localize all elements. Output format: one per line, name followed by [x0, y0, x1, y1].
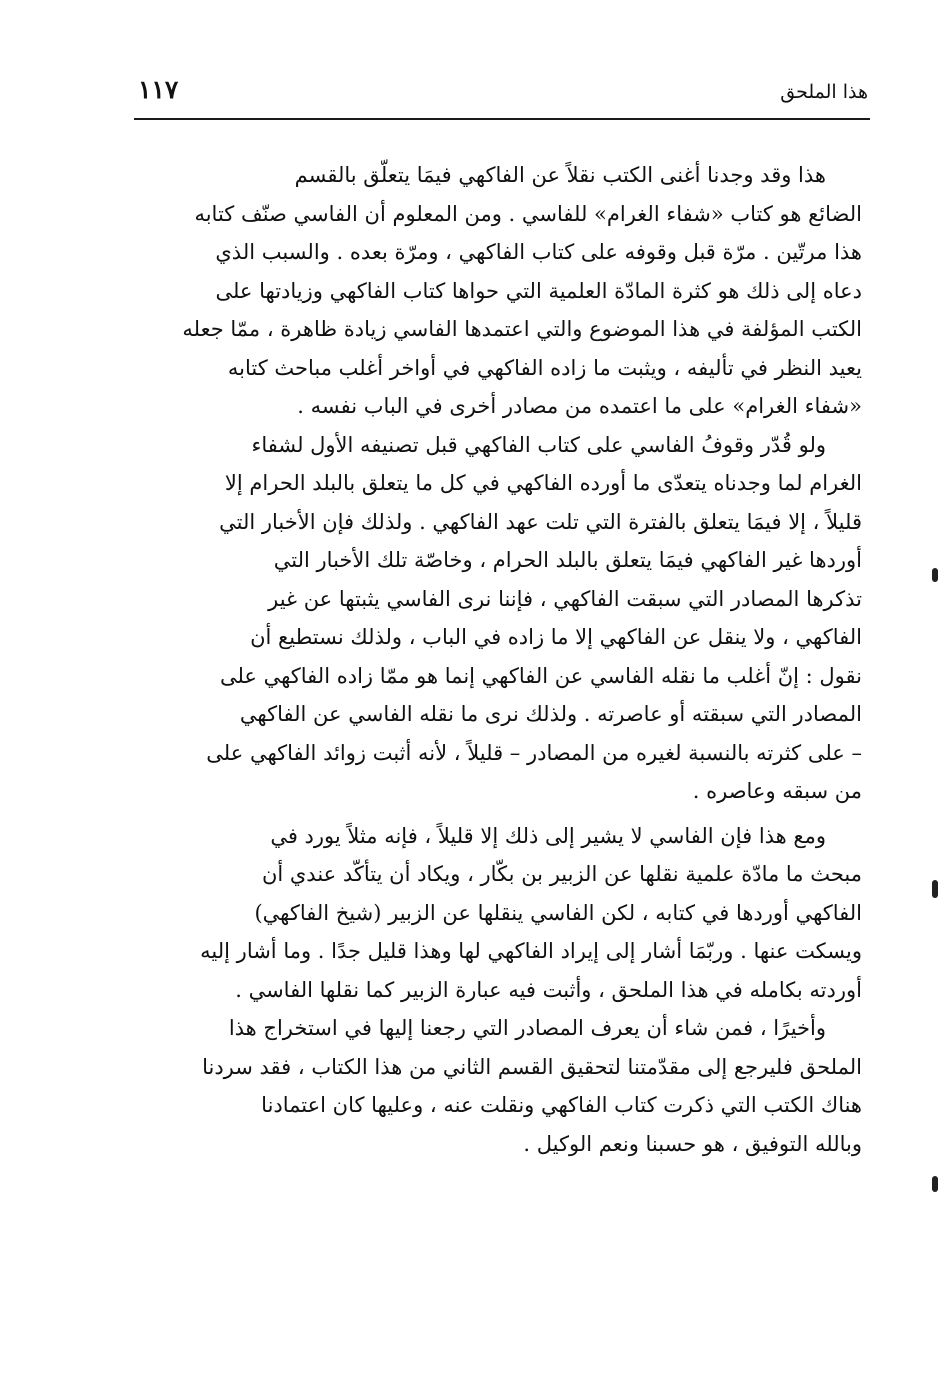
scan-edge-mark [932, 568, 938, 582]
text-line: دعاه إلى ذلك هو كثرة المادّة العلمية التي حواها كتاب الفاكهي وزيادتها على [215, 278, 862, 303]
text-line: وبالله التوفيق ، هو حسبنا ونعم الوكيل . [523, 1131, 862, 1156]
scan-edge-mark [932, 880, 938, 898]
page-number: ١١٧ [138, 75, 179, 104]
running-title: هذا الملحق [780, 81, 868, 103]
text-line: يعيد النظر في تأليفه ، ويثبت ما زاده الفاكهي في أواخر أغلب مباحث كتابه [227, 355, 862, 380]
text-line: وأخيرًا ، فمن شاء أن يعرف المصادر التي رجعنا إليها في استخراج هذا [228, 1016, 826, 1040]
text-line: الملحق فليرجع إلى مقدّمتنا لتحقيق القسم الثاني من هذا الكتاب ، فقد سردنا [202, 1054, 862, 1079]
text-line: هذا مرتّين . مرّة قبل وقوفه على كتاب الفاكهي ، ومرّة بعده . والسبب الذي [215, 240, 862, 264]
text-line: ولو قُدّر وقوفُ الفاسي على كتاب الفاكهي قبل تصنيفه الأول لشفاء [251, 432, 826, 457]
text-line: ويسكت عنها . وربّمَا أشار إلى إيراد الفاكهي لها وهذا قليل جدًا . وما أشار إليه [200, 939, 862, 963]
text-line: من سبقه وعاصره . [692, 779, 862, 803]
paragraph-4 [134, 1009, 862, 1163]
text-line: هذا وقد وجدنا أغنى الكتب نقلاً عن الفاكهي فيمَا يتعلّق بالقسم [294, 163, 826, 187]
text-line: «شفاء الغرام» على ما اعتمده من مصادر أخرى في الباب نفسه . [297, 394, 862, 418]
text-line: تذكرها المصادر التي سبقت الفاكهي ، فإننا نرى الفاسي يثبتها عن غير [268, 586, 862, 611]
text-line: أوردها غير الفاكهي فيمَا يتعلق بالبلد الحرام ، وخاصّة تلك الأخبار التي [273, 548, 862, 572]
text-line: الكتب المؤلفة في هذا الموضوع والتي اعتمدها الفاسي زيادة ظاهرة ، ممّا جعله [182, 317, 862, 341]
text-line: قليلاً ، إلا فيمَا يتعلق بالفترة التي تلت عهد الفاكهي . ولذلك فإن الأخبار التي [219, 509, 862, 534]
text-line: أوردته بكامله في هذا الملحق ، وأثبت فيه عبارة الزبير كما نقلها الفاسي . [235, 977, 862, 1002]
text-line: الفاكهي أوردها في كتابه ، لكن الفاسي ينقلها عن الزبير (شيخ الفاكهي) [254, 900, 862, 925]
paragraph-1 [134, 156, 862, 426]
text-line: مبحث ما مادّة علمية نقلها عن الزبير بن بكّار ، ويكاد أن يتأكّد عندي أن [261, 862, 862, 886]
text-line: هناك الكتب التي ذكرت كتاب الفاكهي ونقلت عنه ، وعليها كان اعتمادنا [261, 1093, 862, 1117]
header-rule [134, 118, 870, 120]
text-line: نقول : إنّ أغلب ما نقله الفاسي عن الفاكهي إنما هو ممّا زاده الفاكهي على [219, 663, 862, 688]
paragraph-2 [134, 426, 862, 811]
paragraph-3 [134, 817, 862, 1010]
text-line: الغرام لما وجدناه يتعدّى ما أورده الفاكهي في كل ما يتعلق بالبلد الحرام إلا [224, 471, 862, 495]
body-text [134, 156, 862, 1163]
text-line: ومع هذا فإن الفاسي لا يشير إلى ذلك إلا قليلاً ، فإنه مثلاً يورد في [270, 823, 826, 848]
scan-edge-mark [932, 1176, 938, 1192]
text-line: الفاكهي ، ولا ينقل عن الفاكهي إلا ما زاده في الباب ، ولذلك نستطيع أن [250, 625, 862, 649]
page-header [138, 72, 868, 112]
text-line: – على كثرته بالنسبة لغيره من المصادر – قليلاً ، لأنه أثبت زوائد الفاكهي على [206, 740, 862, 765]
text-line: المصادر التي سبقته أو عاصرته . ولذلك نرى ما نقله الفاسي عن الفاكهي [239, 702, 862, 726]
text-line: الضائع هو كتاب «شفاء الغرام» للفاسي . ومن المعلوم أن الفاسي صنّف كتابه [194, 201, 862, 226]
